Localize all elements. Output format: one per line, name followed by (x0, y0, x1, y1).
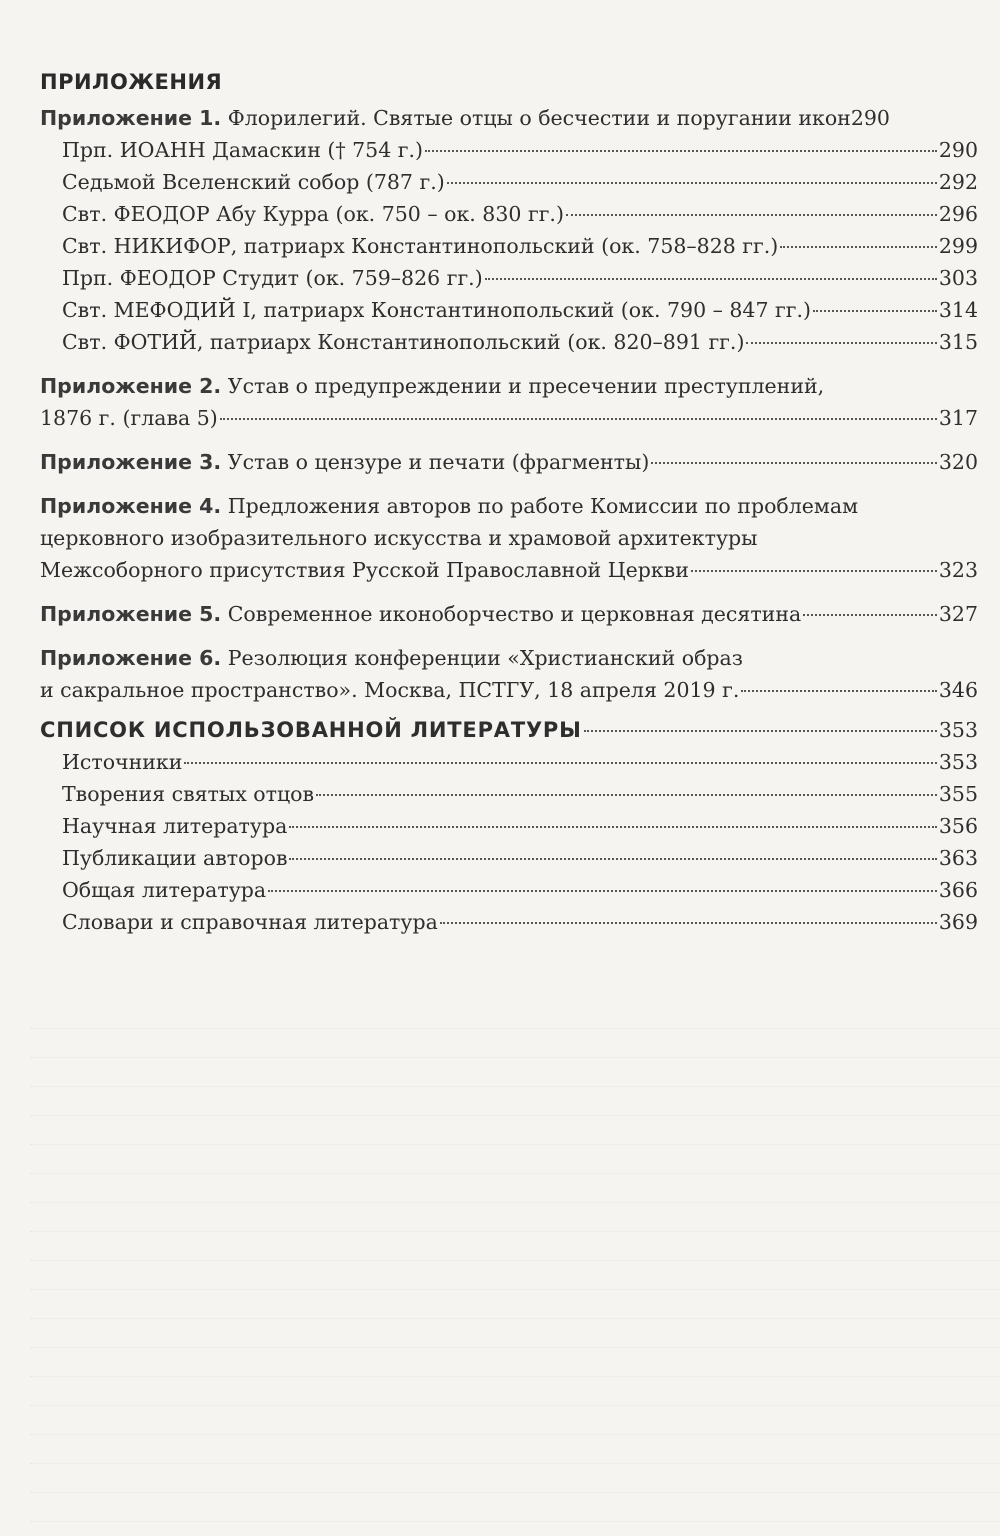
entry-text: Творения святых отцов (62, 782, 315, 806)
toc-subentry[interactable] (40, 778, 978, 810)
entry-text: Свт. НИКИФОР, патриарх Константинопольский (ок. 758–828 гг.) (62, 234, 779, 258)
toc-entry-appendix-2[interactable] (40, 402, 978, 434)
page-number: 327 (938, 602, 978, 626)
entry-text: Свт. ФЕОДОР Абу Курра (ок. 750 – ок. 830 гг.) (62, 202, 564, 226)
entry-text: Научная литература (62, 814, 288, 838)
toc-entry-bibliography[interactable] (40, 714, 978, 746)
toc-subentry[interactable] (40, 326, 978, 358)
appendix-title: Современное иконоборчество и церковная десятина (227, 602, 802, 626)
toc-subentry[interactable] (40, 906, 978, 938)
entry-text: Свт. ФОТИЙ, патриарх Константинопольский (ок. 820–891 гг.) (62, 330, 745, 354)
page-number: 292 (938, 170, 978, 194)
toc-subentry[interactable] (40, 746, 978, 778)
toc-entry-appendix-2-line1[interactable] (40, 370, 978, 402)
entry-text: Публикации авторов (62, 846, 288, 870)
page-number: 355 (938, 782, 978, 806)
dot-leader (316, 794, 937, 796)
appendix-label: Приложение 6. (40, 646, 222, 670)
toc-subentry[interactable] (40, 166, 978, 198)
appendix-title: Устав о предупреждении и пресечении преступлений, (227, 374, 825, 398)
page-number: 314 (938, 298, 978, 322)
entry-text: Словари и справочная литература (62, 910, 438, 934)
section-title: ПРИЛОЖЕНИЯ (40, 70, 223, 94)
toc-entry-appendix-4-line2: церковного изобразительного искусства и храмовой архитектуры (40, 526, 758, 550)
dot-leader (741, 690, 937, 692)
entry-text: Межсоборного присутствия Русской Православной Церкви (40, 558, 689, 582)
page-number: 317 (938, 406, 978, 430)
page-number: 366 (938, 878, 978, 902)
dot-leader (485, 278, 937, 280)
toc-entry-appendix-5[interactable] (40, 598, 978, 630)
dot-leader (289, 858, 936, 860)
entry-text: Седьмой Вселенский собор (787 г.) (62, 170, 445, 194)
appendix-title: Резолюция конференции «Христианский образ (227, 646, 743, 670)
page-number: 323 (938, 558, 978, 582)
toc-subentry[interactable] (40, 874, 978, 906)
appendix-label: Приложение 2. (40, 374, 222, 398)
toc-entry-appendix-6[interactable] (40, 674, 978, 706)
page-number: 296 (938, 202, 978, 226)
appendix-title: Устав о цензуре и печати (фрагменты) (227, 450, 650, 474)
dot-leader (220, 418, 937, 420)
page-number: 369 (938, 910, 978, 934)
toc-subentry[interactable] (40, 134, 978, 166)
page-number: 353 (938, 718, 978, 742)
appendix-title: Предложения авторов по работе Комиссии по проблемам (227, 494, 859, 518)
entry-text: Прп. ФЕОДОР Студит (ок. 759–826 гг.) (62, 266, 483, 290)
entry-text: Общая литература (62, 878, 267, 902)
bleed-through-text (0, 1000, 1000, 1536)
dot-leader (447, 182, 937, 184)
page-number: 315 (938, 330, 978, 354)
page-number: 356 (938, 814, 978, 838)
appendix-label: Приложение 5. (40, 602, 222, 626)
toc-entry-appendix-3[interactable] (40, 446, 978, 478)
dot-leader (584, 730, 937, 732)
dot-leader (691, 570, 937, 572)
page-number: 303 (938, 266, 978, 290)
toc-entry-appendix-4-line1[interactable] (40, 490, 978, 522)
toc-subentry[interactable] (40, 294, 978, 326)
dot-leader (566, 214, 937, 216)
toc-entry-appendix-1[interactable] (40, 102, 978, 134)
dot-leader (803, 614, 937, 616)
page-number: 290 (938, 138, 978, 162)
entry-text: Свт. МЕФОДИЙ I, патриарх Константинопольский (ок. 790 – 847 гг.) (62, 298, 812, 322)
dot-leader (425, 150, 937, 152)
dot-leader (813, 310, 937, 312)
toc-subentry[interactable] (40, 810, 978, 842)
toc-subentry[interactable] (40, 842, 978, 874)
dot-leader (184, 762, 936, 764)
page-number: 320 (938, 450, 978, 474)
dot-leader (289, 826, 937, 828)
appendix-label: Приложение 4. (40, 494, 222, 518)
dot-leader (746, 342, 936, 344)
dot-leader (651, 462, 937, 464)
page-number: 363 (938, 846, 978, 870)
appendix-title: Флорилегий. Святые отцы о бесчестии и поругании икон (227, 106, 851, 130)
toc-entry-appendix-4[interactable] (40, 554, 978, 586)
toc-subentry[interactable] (40, 262, 978, 294)
dot-leader (780, 246, 937, 248)
appendix-label: Приложение 1. (40, 106, 222, 130)
page-number: 346 (938, 678, 978, 702)
dot-leader (268, 890, 937, 892)
page-number: 353 (938, 750, 978, 774)
page-number: 299 (938, 234, 978, 258)
entry-text: 1876 г. (глава 5) (40, 406, 218, 430)
toc-subentry[interactable] (40, 198, 978, 230)
entry-text: и сакральное пространство». Москва, ПСТГУ, 18 апреля 2019 г. (40, 678, 740, 702)
dot-leader (440, 922, 937, 924)
toc-subentry[interactable] (40, 230, 978, 262)
toc-entry-appendix-6-line1[interactable] (40, 642, 978, 674)
table-of-contents (40, 62, 978, 938)
appendix-label: Приложение 3. (40, 450, 222, 474)
page-number: 290 (850, 106, 890, 130)
entry-text: Прп. ИОАНН Дамаскин († 754 г.) (62, 138, 424, 162)
entry-text: Источники (62, 750, 183, 774)
bibliography-title: СПИСОК ИСПОЛЬЗОВАННОЙ ЛИТЕРАТУРЫ (40, 718, 582, 742)
